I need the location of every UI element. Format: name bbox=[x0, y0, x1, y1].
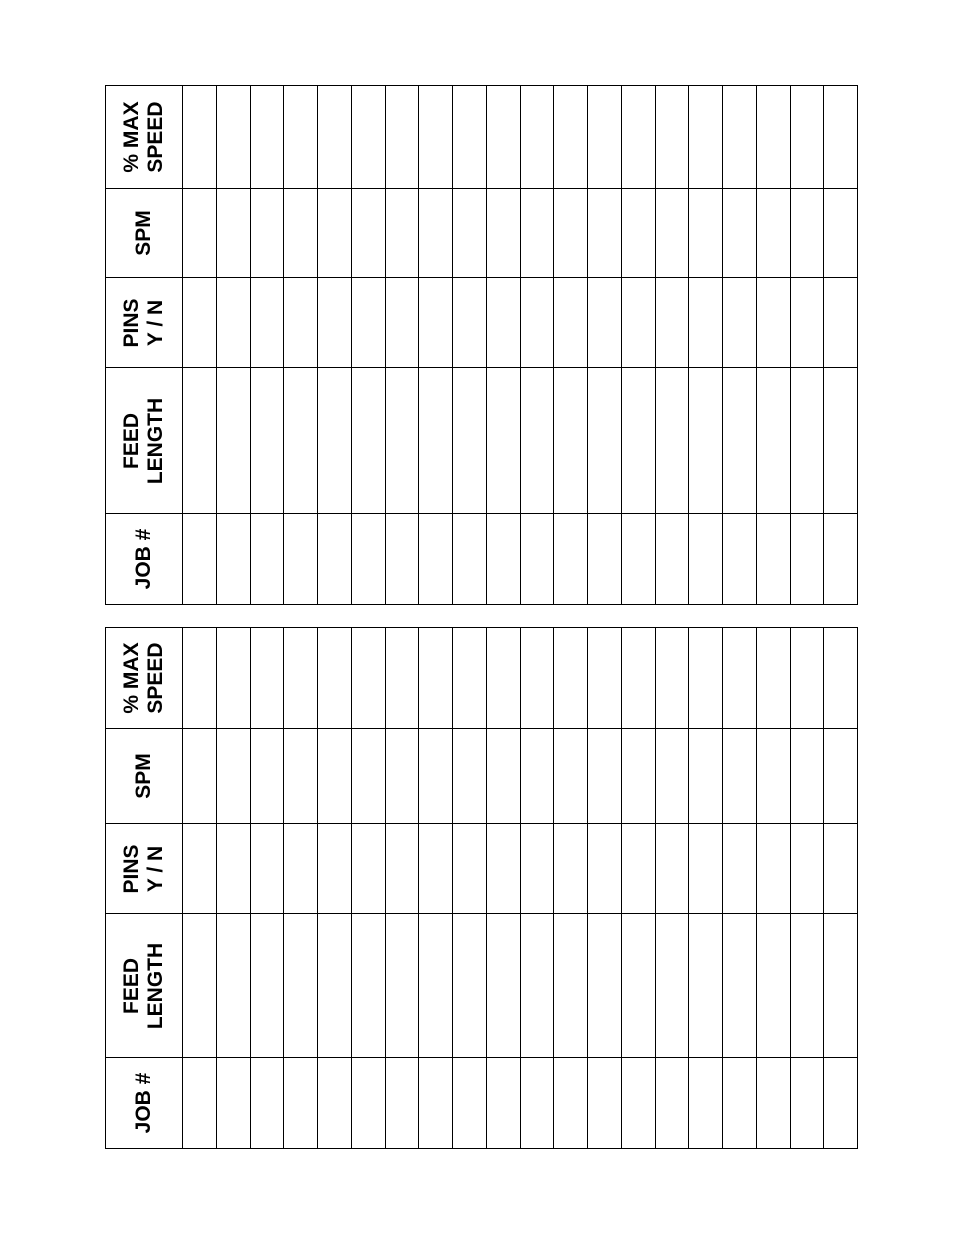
entry-cell[interactable] bbox=[487, 729, 521, 823]
column-header bbox=[106, 729, 183, 823]
entry-cell[interactable] bbox=[791, 278, 825, 367]
entry-cell[interactable] bbox=[622, 1058, 656, 1148]
entry-cell[interactable] bbox=[386, 628, 420, 728]
entry-cells bbox=[183, 514, 857, 604]
entry-cell[interactable] bbox=[217, 1058, 251, 1148]
entry-cell[interactable] bbox=[723, 824, 757, 913]
entry-cell[interactable] bbox=[656, 824, 690, 913]
entry-cell[interactable] bbox=[453, 368, 487, 513]
entry-cell[interactable] bbox=[453, 729, 487, 823]
spm-band bbox=[106, 189, 857, 278]
column-header-label: FEED LENGTH bbox=[120, 397, 167, 484]
entry-cells bbox=[183, 914, 857, 1057]
entry-cell[interactable] bbox=[419, 1058, 453, 1148]
column-header-label: PINS Y / N bbox=[120, 843, 167, 894]
entry-cell[interactable] bbox=[554, 278, 588, 367]
entry-cell[interactable] bbox=[757, 189, 791, 277]
entry-cell[interactable] bbox=[284, 514, 318, 604]
entry-cell[interactable] bbox=[251, 368, 285, 513]
entry-cell[interactable] bbox=[791, 514, 825, 604]
entry-cell[interactable] bbox=[217, 189, 251, 277]
entry-cells bbox=[183, 824, 857, 913]
column-header bbox=[106, 189, 183, 277]
pins-band bbox=[106, 278, 857, 368]
entry-cell[interactable] bbox=[824, 628, 857, 728]
entry-cell[interactable] bbox=[723, 1058, 757, 1148]
column-header bbox=[106, 914, 183, 1057]
entry-cell[interactable] bbox=[487, 914, 521, 1057]
entry-cell[interactable] bbox=[622, 628, 656, 728]
entry-cell[interactable] bbox=[487, 1058, 521, 1148]
entry-cell[interactable] bbox=[419, 368, 453, 513]
entry-cell[interactable] bbox=[824, 729, 857, 823]
column-header-label: SPM bbox=[132, 210, 155, 256]
entry-cell[interactable] bbox=[791, 86, 825, 188]
entry-cell[interactable] bbox=[723, 729, 757, 823]
entry-cell[interactable] bbox=[352, 914, 386, 1057]
entry-cell[interactable] bbox=[217, 86, 251, 188]
entry-cell[interactable] bbox=[251, 189, 285, 277]
entry-cells bbox=[183, 86, 857, 188]
entry-cell[interactable] bbox=[284, 729, 318, 823]
entry-cell[interactable] bbox=[521, 628, 555, 728]
entry-cell[interactable] bbox=[554, 86, 588, 188]
entry-cells bbox=[183, 278, 857, 367]
entry-cell[interactable] bbox=[453, 514, 487, 604]
job-number-band bbox=[106, 514, 857, 604]
entry-cell[interactable] bbox=[217, 628, 251, 728]
entry-cell[interactable] bbox=[487, 628, 521, 728]
entry-cell[interactable] bbox=[318, 628, 352, 728]
entry-cell[interactable] bbox=[689, 1058, 723, 1148]
entry-cell[interactable] bbox=[757, 824, 791, 913]
entry-cell[interactable] bbox=[284, 628, 318, 728]
entry-cell[interactable] bbox=[622, 86, 656, 188]
entry-cell[interactable] bbox=[791, 824, 825, 913]
entry-cell[interactable] bbox=[386, 1058, 420, 1148]
entry-cell[interactable] bbox=[521, 189, 555, 277]
entry-cell[interactable] bbox=[352, 729, 386, 823]
entry-cell[interactable] bbox=[352, 1058, 386, 1148]
entry-cell[interactable] bbox=[251, 514, 285, 604]
entry-cell[interactable] bbox=[656, 1058, 690, 1148]
pins-band bbox=[106, 824, 857, 914]
entry-cells bbox=[183, 628, 857, 728]
entry-cells bbox=[183, 729, 857, 823]
entry-cell[interactable] bbox=[419, 278, 453, 367]
column-header-label: SPM bbox=[132, 753, 155, 799]
entry-cell[interactable] bbox=[791, 628, 825, 728]
entry-cell[interactable] bbox=[689, 368, 723, 513]
entry-cell[interactable] bbox=[318, 914, 352, 1057]
entry-cells bbox=[183, 1058, 857, 1148]
entry-cell[interactable] bbox=[217, 914, 251, 1057]
entry-cell[interactable] bbox=[183, 86, 217, 188]
entry-cell[interactable] bbox=[588, 86, 622, 188]
entry-cell[interactable] bbox=[757, 628, 791, 728]
entry-cell[interactable] bbox=[656, 368, 690, 513]
entry-cell[interactable] bbox=[757, 914, 791, 1057]
column-header-label: JOB # bbox=[132, 528, 155, 590]
entry-cell[interactable] bbox=[689, 514, 723, 604]
entry-cell[interactable] bbox=[791, 368, 825, 513]
entry-cell[interactable] bbox=[183, 1058, 217, 1148]
entry-cell[interactable] bbox=[689, 824, 723, 913]
entry-cell[interactable] bbox=[318, 729, 352, 823]
entry-cell[interactable] bbox=[757, 86, 791, 188]
entry-cell[interactable] bbox=[554, 914, 588, 1057]
entry-cell[interactable] bbox=[318, 86, 352, 188]
entry-cell[interactable] bbox=[318, 1058, 352, 1148]
entry-cell[interactable] bbox=[656, 914, 690, 1057]
entry-cell[interactable] bbox=[386, 368, 420, 513]
entry-cell[interactable] bbox=[453, 628, 487, 728]
entry-cell[interactable] bbox=[217, 368, 251, 513]
entry-cell[interactable] bbox=[318, 514, 352, 604]
entry-cell[interactable] bbox=[251, 628, 285, 728]
entry-cell[interactable] bbox=[622, 368, 656, 513]
entry-cell[interactable] bbox=[757, 1058, 791, 1148]
entry-cell[interactable] bbox=[318, 189, 352, 277]
column-header-label: % MAX SPEED bbox=[120, 101, 167, 173]
entry-cell[interactable] bbox=[723, 86, 757, 188]
entry-cell[interactable] bbox=[318, 824, 352, 913]
entry-cell[interactable] bbox=[453, 189, 487, 277]
entry-cell[interactable] bbox=[521, 1058, 555, 1148]
entry-cell[interactable] bbox=[386, 278, 420, 367]
entry-cell[interactable] bbox=[554, 368, 588, 513]
entry-cell[interactable] bbox=[521, 729, 555, 823]
entry-cell[interactable] bbox=[284, 86, 318, 188]
entry-cell[interactable] bbox=[824, 278, 857, 367]
entry-cell[interactable] bbox=[689, 914, 723, 1057]
job-number-band bbox=[106, 1058, 857, 1148]
entry-cell[interactable] bbox=[723, 189, 757, 277]
entry-cell[interactable] bbox=[622, 514, 656, 604]
entry-cell[interactable] bbox=[588, 628, 622, 728]
entry-cell[interactable] bbox=[656, 278, 690, 367]
column-header bbox=[106, 86, 183, 188]
entry-cell[interactable] bbox=[386, 86, 420, 188]
entry-cell[interactable] bbox=[791, 1058, 825, 1148]
entry-cell[interactable] bbox=[183, 914, 217, 1057]
entry-cell[interactable] bbox=[386, 914, 420, 1057]
entry-cell[interactable] bbox=[656, 628, 690, 728]
entry-cell[interactable] bbox=[284, 189, 318, 277]
entry-cell[interactable] bbox=[588, 914, 622, 1057]
entry-cell[interactable] bbox=[791, 914, 825, 1057]
entry-cell[interactable] bbox=[588, 189, 622, 277]
entry-cell[interactable] bbox=[757, 368, 791, 513]
entry-cell[interactable] bbox=[487, 86, 521, 188]
entry-cell[interactable] bbox=[251, 824, 285, 913]
entry-cell[interactable] bbox=[352, 368, 386, 513]
entry-cell[interactable] bbox=[656, 514, 690, 604]
entry-cell[interactable] bbox=[453, 1058, 487, 1148]
entry-cell[interactable] bbox=[521, 914, 555, 1057]
entry-cell[interactable] bbox=[419, 914, 453, 1057]
entry-cell[interactable] bbox=[588, 278, 622, 367]
entry-cell[interactable] bbox=[521, 514, 555, 604]
entry-cell[interactable] bbox=[656, 86, 690, 188]
column-header bbox=[106, 514, 183, 604]
entry-cell[interactable] bbox=[656, 189, 690, 277]
entry-cell[interactable] bbox=[284, 914, 318, 1057]
entry-cell[interactable] bbox=[352, 278, 386, 367]
entry-cell[interactable] bbox=[487, 514, 521, 604]
entry-cell[interactable] bbox=[588, 1058, 622, 1148]
entry-cell[interactable] bbox=[824, 824, 857, 913]
entry-cell[interactable] bbox=[217, 729, 251, 823]
entry-cell[interactable] bbox=[251, 278, 285, 367]
entry-cell[interactable] bbox=[689, 628, 723, 728]
entry-cell[interactable] bbox=[824, 368, 857, 513]
column-header-label: JOB # bbox=[132, 1072, 155, 1134]
max-speed-band bbox=[106, 86, 857, 189]
column-header bbox=[106, 824, 183, 913]
entry-cell[interactable] bbox=[757, 514, 791, 604]
entry-cell[interactable] bbox=[622, 189, 656, 277]
feed-length-band bbox=[106, 368, 857, 514]
entry-cell[interactable] bbox=[554, 824, 588, 913]
entry-cell[interactable] bbox=[284, 368, 318, 513]
entry-cell[interactable] bbox=[352, 86, 386, 188]
column-header-label: % MAX SPEED bbox=[120, 642, 167, 714]
entry-cell[interactable] bbox=[824, 1058, 857, 1148]
entry-cell[interactable] bbox=[284, 1058, 318, 1148]
entry-cell[interactable] bbox=[284, 278, 318, 367]
entry-cell[interactable] bbox=[386, 729, 420, 823]
entry-cell[interactable] bbox=[419, 86, 453, 188]
entry-cell[interactable] bbox=[419, 628, 453, 728]
entry-cell[interactable] bbox=[419, 514, 453, 604]
column-header-label: PINS Y / N bbox=[120, 297, 167, 348]
entry-cell[interactable] bbox=[521, 278, 555, 367]
spm-band bbox=[106, 729, 857, 824]
entry-cell[interactable] bbox=[453, 824, 487, 913]
entry-cell[interactable] bbox=[386, 514, 420, 604]
entry-cell[interactable] bbox=[588, 514, 622, 604]
job-log-table-bottom bbox=[105, 627, 858, 1149]
entry-cell[interactable] bbox=[824, 189, 857, 277]
entry-cell[interactable] bbox=[183, 628, 217, 728]
entry-cell[interactable] bbox=[723, 628, 757, 728]
entry-cell[interactable] bbox=[656, 729, 690, 823]
entry-cell[interactable] bbox=[757, 729, 791, 823]
entry-cell[interactable] bbox=[723, 914, 757, 1057]
entry-cell[interactable] bbox=[723, 368, 757, 513]
entry-cell[interactable] bbox=[251, 914, 285, 1057]
entry-cell[interactable] bbox=[554, 628, 588, 728]
entry-cell[interactable] bbox=[554, 189, 588, 277]
entry-cell[interactable] bbox=[588, 368, 622, 513]
entry-cell[interactable] bbox=[554, 729, 588, 823]
entry-cell[interactable] bbox=[757, 278, 791, 367]
entry-cell[interactable] bbox=[419, 189, 453, 277]
entry-cell[interactable] bbox=[487, 368, 521, 513]
entry-cell[interactable] bbox=[183, 368, 217, 513]
entry-cell[interactable] bbox=[622, 914, 656, 1057]
entry-cell[interactable] bbox=[824, 514, 857, 604]
entry-cell[interactable] bbox=[352, 824, 386, 913]
entry-cells bbox=[183, 368, 857, 513]
entry-cell[interactable] bbox=[183, 278, 217, 367]
entry-cell[interactable] bbox=[588, 729, 622, 823]
entry-cell[interactable] bbox=[622, 729, 656, 823]
entry-cell[interactable] bbox=[352, 514, 386, 604]
entry-cell[interactable] bbox=[689, 729, 723, 823]
entry-cell[interactable] bbox=[318, 278, 352, 367]
entry-cell[interactable] bbox=[419, 824, 453, 913]
entry-cell[interactable] bbox=[183, 514, 217, 604]
entry-cell[interactable] bbox=[622, 278, 656, 367]
column-header bbox=[106, 628, 183, 728]
entry-cells bbox=[183, 189, 857, 277]
entry-cell[interactable] bbox=[251, 86, 285, 188]
entry-cell[interactable] bbox=[217, 824, 251, 913]
entry-cell[interactable] bbox=[791, 729, 825, 823]
entry-cell[interactable] bbox=[689, 86, 723, 188]
entry-cell[interactable] bbox=[622, 824, 656, 913]
entry-cell[interactable] bbox=[791, 189, 825, 277]
entry-cell[interactable] bbox=[284, 824, 318, 913]
entry-cell[interactable] bbox=[689, 189, 723, 277]
entry-cell[interactable] bbox=[183, 729, 217, 823]
entry-cell[interactable] bbox=[352, 628, 386, 728]
entry-cell[interactable] bbox=[521, 368, 555, 513]
entry-cell[interactable] bbox=[453, 914, 487, 1057]
entry-cell[interactable] bbox=[318, 368, 352, 513]
entry-cell[interactable] bbox=[689, 278, 723, 367]
entry-cell[interactable] bbox=[386, 824, 420, 913]
entry-cell[interactable] bbox=[824, 914, 857, 1057]
entry-cell[interactable] bbox=[453, 278, 487, 367]
entry-cell[interactable] bbox=[217, 514, 251, 604]
column-header bbox=[106, 278, 183, 367]
entry-cell[interactable] bbox=[521, 824, 555, 913]
entry-cell[interactable] bbox=[217, 278, 251, 367]
entry-cell[interactable] bbox=[251, 1058, 285, 1148]
entry-cell[interactable] bbox=[183, 824, 217, 913]
entry-cell[interactable] bbox=[352, 189, 386, 277]
max-speed-band bbox=[106, 628, 857, 729]
entry-cell[interactable] bbox=[251, 729, 285, 823]
entry-cell[interactable] bbox=[723, 514, 757, 604]
column-header bbox=[106, 368, 183, 513]
entry-cell[interactable] bbox=[386, 189, 420, 277]
entry-cell[interactable] bbox=[554, 1058, 588, 1148]
job-log-table-top bbox=[105, 85, 858, 605]
entry-cell[interactable] bbox=[419, 729, 453, 823]
entry-cell[interactable] bbox=[487, 278, 521, 367]
entry-cell[interactable] bbox=[824, 86, 857, 188]
entry-cell[interactable] bbox=[487, 189, 521, 277]
entry-cell[interactable] bbox=[487, 824, 521, 913]
entry-cell[interactable] bbox=[554, 514, 588, 604]
column-header bbox=[106, 1058, 183, 1148]
entry-cell[interactable] bbox=[588, 824, 622, 913]
column-header-label: FEED LENGTH bbox=[120, 942, 167, 1029]
entry-cell[interactable] bbox=[183, 189, 217, 277]
feed-length-band bbox=[106, 914, 857, 1058]
entry-cell[interactable] bbox=[723, 278, 757, 367]
entry-cell[interactable] bbox=[453, 86, 487, 188]
entry-cell[interactable] bbox=[521, 86, 555, 188]
